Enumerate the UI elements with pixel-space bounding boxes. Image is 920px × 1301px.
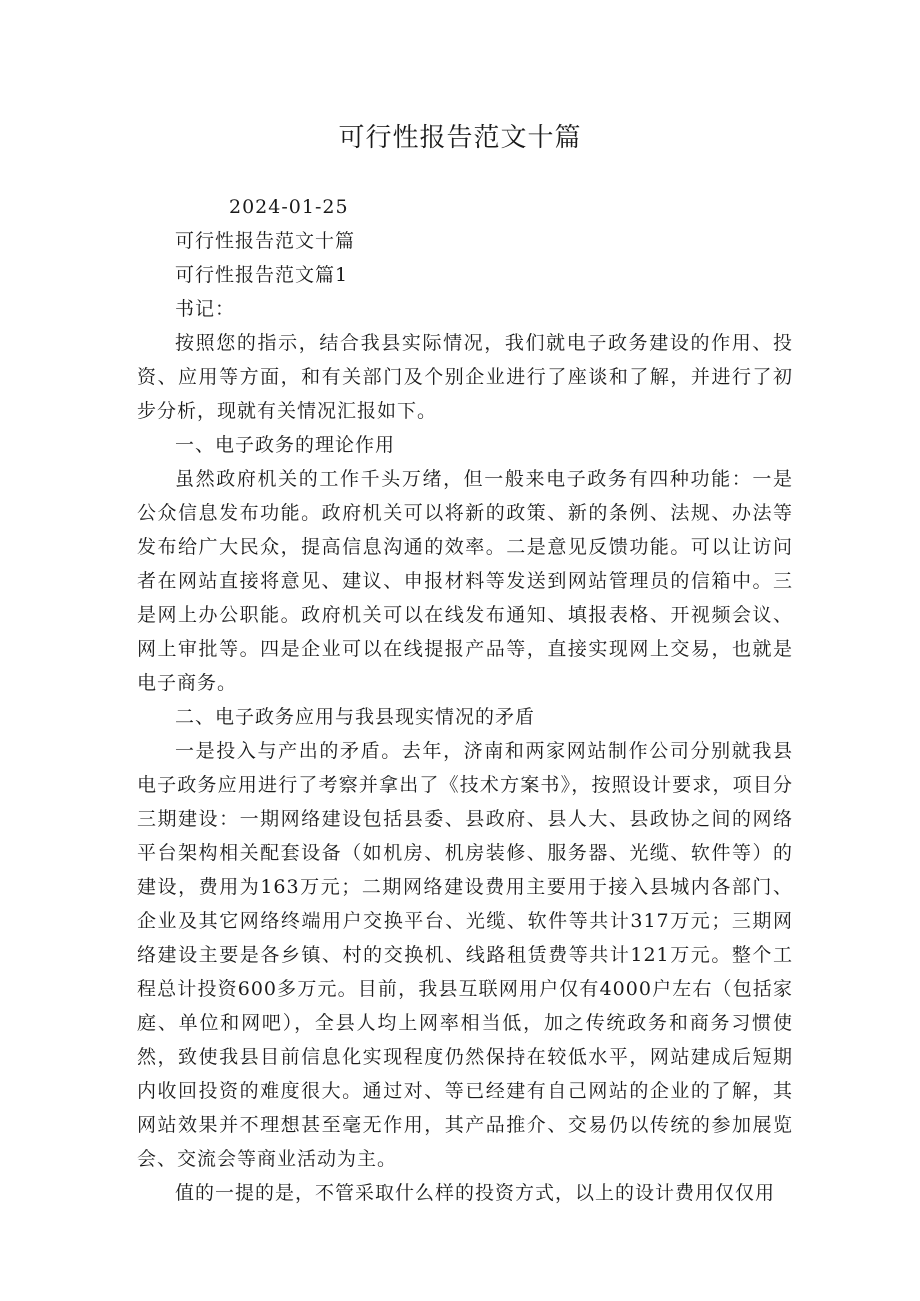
paragraph: 书记： — [175, 298, 236, 320]
paragraph: 可行性报告范文十篇 — [175, 230, 356, 252]
paragraph: 值的一提的是，不管采取什么样的投资方式，以上的设计费用仅仅用 — [175, 1182, 776, 1204]
document-title: 可行性报告范文十篇 — [338, 123, 582, 153]
paragraph: 虽然政府机关的工作千头万绪，但一般来电子政务有四种功能：一是公众信息发布功能。政府机关可以将新的政策、新的条例、法规、办法等发布给广大民众，提高信息沟通的效率。二是意见反馈功能。可以让访问者在网站直接将意见、建议、申报材料等发送到网站管理员的信箱中。三是网上办公职能。政府机关可以在线发布通知、填报表格、开视频会议、网上审批等。四是企业可以在线提报产品等，直接实现网上交易，也就是电子商务。 — [137, 468, 793, 694]
paragraph: 可行性报告范文篇1 — [175, 264, 349, 286]
document-body — [137, 190, 793, 1210]
document-date: 2024-01-25 — [229, 196, 349, 218]
paragraph: 一是投入与产出的矛盾。去年，济南和两家网站制作公司分别就我县电子政务应用进行了考察并拿出了《技术方案书》，按照设计要求，项目分三期建设：一期网络建设包括县委、县政府、县人大、县政协之间的网络平台架构相关配套设备（如机房、机房装修、服务器、光缆、软件等）的建设，费用为163万元；二期网络建设费用主要用于接入县城内各部门、企业及其它网络终端用户交换平台、光缆、软件等共计317万元；三期网络建设主要是各乡镇、村的交换机、线路租赁费等共计121万元。整个工程总计投资600多万元。目前，我县互联网用户仅有4000户左右（包括家庭、单位和网吧），全县人均上网率相当低，加之传统政务和商务习惯使然，致使我县目前信息化实现程度仍然保持在较低水平，网站建成后短期内收回投资的难度很大。通过对、等已经建有自己网站的企业的了解，其网站效果并不理想甚至毫无作用，其产品推介、交易仍以传统的参加展览会、交流会等商业活动为主。 — [137, 740, 793, 1170]
section-heading: 二、电子政务应用与我县现实情况的矛盾 — [175, 706, 536, 728]
section-heading: 一、电子政务的理论作用 — [175, 434, 396, 456]
paragraph: 按照您的指示，结合我县实际情况，我们就电子政务建设的作用、投资、应用等方面，和有关部门及个别企业进行了座谈和了解，并进行了初步分析，现就有关情况汇报如下。 — [137, 332, 793, 422]
